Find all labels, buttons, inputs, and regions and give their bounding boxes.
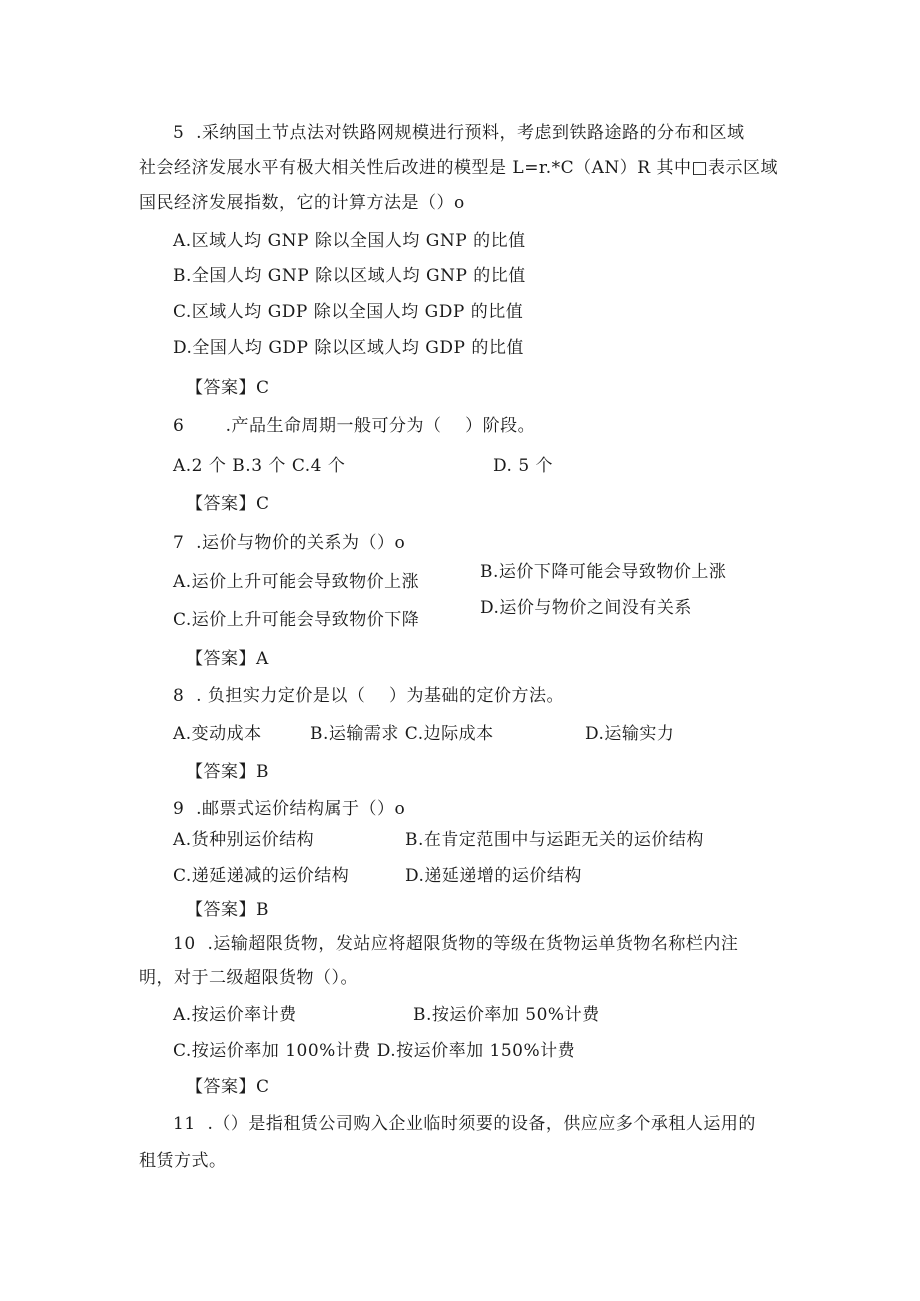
question-7-stem: 7 .运价与物价的关系为（）o xyxy=(173,533,406,553)
question-5-stem-line-1: 5 .采纳国土节点法对铁路网规模进行预料，考虑到铁路途路的分布和区域 xyxy=(173,123,745,143)
question-7-answer: 【答案】A xyxy=(186,649,269,669)
question-7-option-a: A.运价上升可能会导致物价上涨 xyxy=(173,572,420,592)
question-9-option-d: D.递延递增的运价结构 xyxy=(405,866,582,886)
question-9-option-b: B.在肯定范围中与运距无关的运价结构 xyxy=(405,830,704,850)
question-5-option-c: C.区域人均 GDP 除以全国人均 GDP 的比值 xyxy=(173,302,524,322)
question-9-option-c: C.递延递减的运价结构 xyxy=(173,866,350,886)
question-5-answer: 【答案】C xyxy=(186,378,270,398)
question-5-option-a: A.区域人均 GNP 除以全国人均 GNP 的比值 xyxy=(173,231,526,251)
question-7-option-c: C.运价上升可能会导致物价下降 xyxy=(173,610,420,630)
question-6-answer: 【答案】C xyxy=(186,494,270,514)
question-10-options-cd: C.按运价率加 100%计费 D.按运价率加 150%计费 xyxy=(173,1041,576,1061)
question-6-stem: 6 .产品生命周期一般可分为（ ）阶段。 xyxy=(173,416,536,436)
question-6-option-d: D. 5 个 xyxy=(493,456,554,476)
question-11-stem-line-2: 租赁方式。 xyxy=(139,1151,227,1171)
question-8-option-d: D.运输实力 xyxy=(585,724,675,744)
question-9-option-a: A.货种别运价结构 xyxy=(173,830,315,850)
question-5-option-b: B.全国人均 GNP 除以区域人均 GNP 的比值 xyxy=(173,266,526,286)
question-11-stem-line-1: 11 .（）是指租赁公司购入企业临时须要的设备，供应应多个承租人运用的 xyxy=(173,1114,756,1134)
question-8-options-bc: B.运输需求 C.边际成本 xyxy=(310,724,494,744)
question-10-answer: 【答案】C xyxy=(186,1077,270,1097)
question-6-options-abc: A.2 个 B.3 个 C.4 个 xyxy=(173,456,346,476)
question-8-answer: 【答案】B xyxy=(186,762,269,782)
question-7-option-d: D.运价与物价之间没有关系 xyxy=(480,598,692,618)
question-10-option-a: A.按运价率计费 xyxy=(173,1005,297,1025)
question-8-option-a: A.变动成本 xyxy=(173,724,262,744)
question-5-option-d: D.全国人均 GDP 除以区域人均 GDP 的比值 xyxy=(173,338,524,358)
question-8-stem: 8 . 负担实力定价是以（ ）为基础的定价方法。 xyxy=(173,686,565,706)
question-10-stem-line-1: 10 .运输超限货物，发站应将超限货物的等级在货物运单货物名称栏内注 xyxy=(173,934,739,954)
question-9-stem: 9 .邮票式运价结构属于（）o xyxy=(173,799,406,819)
question-7-option-b: B.运价下降可能会导致物价上涨 xyxy=(480,562,727,582)
question-5-stem-line-2: 社会经济发展水平有极大相关性后改进的模型是 L=r.*C（AN）R 其中□表示区域 xyxy=(139,158,779,178)
question-10-stem-line-2: 明，对于二级超限货物（）。 xyxy=(139,968,358,988)
question-9-answer: 【答案】B xyxy=(186,900,269,920)
question-10-option-b: B.按运价率加 50%计费 xyxy=(413,1005,600,1025)
question-5-stem-line-3: 国民经济发展指数，它的计算方法是（）o xyxy=(139,193,465,213)
